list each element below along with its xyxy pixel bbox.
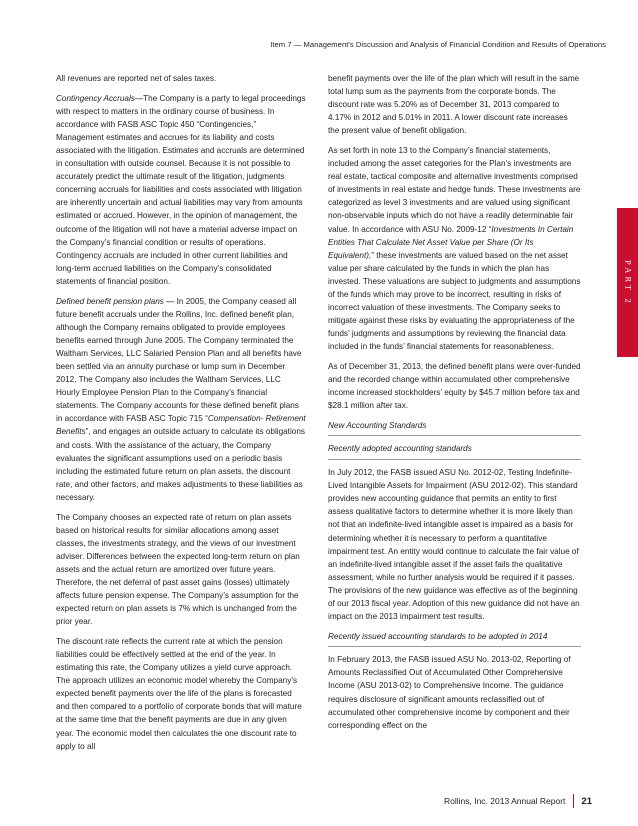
right-column	[328, 72, 581, 738]
heading-rule	[328, 435, 581, 436]
heading-recently-issued	[328, 630, 581, 647]
heading-rule	[328, 646, 581, 647]
heading-new-accounting-standards-text: New Accounting Standards	[328, 420, 427, 430]
paragraph-revenues: All revenues are reported net of sales taxes.	[56, 74, 217, 83]
defined-benefit-emphasis: Compensation- Retirement Benefits	[56, 414, 306, 437]
paragraph-defined-benefit	[56, 295, 306, 505]
paragraph-expected-return: The Company chooses an expected rate of return on plan assets based on historical results for similar allocations among asset classes, the investments strategy, and the views of our investment adviser. Differences between the expected long-term return on plan assets and the actual return are amortized over future years. Therefore, the net deferral of past asset gains (losses) ultimately affects future pension expense. The Company’s assumption for the expected return on plan assets is 7% which is unchanged from the prior year.	[56, 512, 300, 627]
paragraph-discount-rate: The discount rate reflects the current rate at which the pension liabilities could be effectively settled at the end of the year. In estimating this rate, the Company utilizes a yield curve approach. The approach utilizes an economic model whereby the Company’s expected benefit payments over the life of the plans is forecasted and then compared to a portfolio of corporate bonds that will mature at the same time that the benefit payments are due in any given year. The economic model then calculates the one discount rate to apply to all	[56, 636, 302, 751]
paragraph-level3-investments	[328, 144, 581, 354]
level3-emphasis: Investments In Certain Entities That Calculate Net Asset Value per Share (Or Its Equivalent),	[328, 224, 574, 260]
contingency-accruals-lead: Contingency Accruals—	[56, 93, 144, 103]
running-header: Item 7 — Management's Discussion and Analysis of Financial Condition and Results of Operations	[270, 40, 606, 49]
page-footer	[444, 794, 592, 808]
section-tab-label: PART 2	[623, 259, 632, 306]
report-title: Rollins, Inc. 2013 Annual Report	[443, 796, 566, 806]
section-tab	[617, 208, 638, 357]
paragraph-overfunded: As of December 31, 2013, the defined benefit plans were over-funded and the recorded change within accumulated other comprehensive income increased stockholders’ equity by $45.7 million before tax and $28.1 million after tax.	[328, 361, 581, 411]
page-number: 21	[581, 795, 592, 807]
paragraph-contingency-accruals	[56, 92, 306, 288]
left-column	[56, 72, 306, 759]
paragraph-asu-2012-02: In July 2012, the FASB issued ASU No. 2012-02, Testing Indefinite-Lived Intangible Assets for Impairment (ASU 2012-02). This standard provides new accounting guidance that permits an entity to first assess qualitative factors to determine whether it is more likely than not that an indefinite-lived intangible asset is impaired as a basis for determining whether it is necessary to perform a quantitative impairment test. An entity would continue to calculate the fair value of an indefinite-lived intangible asset if the asset fails the qualitative assessment, while no further analysis would be required if it passes. The provisions of the new guidance was effective as of the beginning of our 2013 fiscal year. Adoption of this new guidance did not have an impact on the 2013 impairment test results.	[328, 468, 580, 622]
defined-benefit-body-b: ”, and engages an outside actuary to calculate its obligations and costs. With the assistance of the actuary, the Company evaluates the significant assumptions used on a periodic basis including the estimated future return on plan assets, the discount rate, and other factors, and makes adjustments to these liabilities as necessary.	[56, 427, 305, 502]
heading-rule	[328, 459, 581, 460]
heading-recently-adopted	[328, 442, 581, 459]
heading-recently-adopted-text: Recently adopted accounting standards	[328, 444, 472, 454]
heading-recently-issued-text: Recently issued accounting standards to be adopted in 2014	[328, 631, 548, 641]
level3-body-a: As set forth in note 13 to the Company’s financial statements, included among the asset categories for the Plan’s investments are real estate, tactical composite and alternative investments comprised of investments in real estate and hedge funds. These investments are categorized as level 3 investments and are valued using significant non-observable inputs which do not have a readily determinable fair value. In accordance with ASU No. 2009-12 “	[328, 145, 581, 234]
footer-divider	[573, 794, 574, 808]
paragraph-asu-2013-02: In February 2013, the FASB issued ASU No. 2013-02, Reporting of Amounts Reclassified Out of Accumulated Other Comprehensive Income (ASU 2013-02) to Comprehensive Income. The guidance requires disclosure of significant amounts reclassified out of accumulated other comprehensive income by component and their corresponding effect on the	[328, 655, 571, 730]
defined-benefit-lead: Defined benefit pension plans —	[56, 296, 175, 306]
level3-body-b: ” these investments are valued based on the net asset value per share calculated by the funds in which the plan has invested. These valuations are subject to judgments and assumptions of the funds which may prove to be incorrect, resulting in risks of incorrect valuation of these investments. The Company seeks to mitigate against these risks by evaluating the appropriateness of the funds’ judgments and assumptions by reviewing the financial data included in the funds’ financial statements for reasonableness.	[328, 250, 581, 352]
contingency-accruals-body: The Company is a party to legal proceedings with respect to matters in the ordinary course of business. In accordance with FASB ASC Topic 450 “Contingencies,” Management estimates and accrues for its liability and costs associated with the litigation. Estimates and accruals are determined in consultation with outside counsel. Because it is not possible to accurately predict the ultimate result of the litigation, judgments concerning accruals for liabilities and costs associated with litigation are inherently uncertain and actual liabilities may vary from amounts estimated or accrued. However, in the opinion of management, the outcome of the litigation will not have a material adverse impact on the Company’s financial condition or results of operations. Contingency accruals are included in other current liabilities and long-term accrued liabilities on the Company’s consolidated statements of financial position.	[56, 93, 306, 286]
defined-benefit-body-a: In 2005, the Company ceased all future benefit accruals under the Rollins, Inc. defined benefit plan, although the Company remains obligated to provide employees benefits earned through June 2005. The Company terminated the Waltham Services, LLC Salaried Pension Plan and all benefits have been settled via an annuity purchase or lump sum in December 2012. The Company also includes the Waltham Services, LLC Hourly Employee Pension Plan to the Company’s financial statements. The Company accounts for these defined benefit plans in accordance with FASB ASC Topic 715 “	[56, 296, 302, 424]
paragraph-benefit-payments: benefit payments over the life of the plan which will result in the same total lump sum as the payments from the corporate bonds. The discount rate was 5.20% as of December 31, 2013 compared to 4.17% in 2012 and 5.01% in 2011. A lower discount rate increases the present value of benefit obligation.	[328, 74, 580, 136]
heading-new-accounting-standards	[328, 419, 581, 436]
